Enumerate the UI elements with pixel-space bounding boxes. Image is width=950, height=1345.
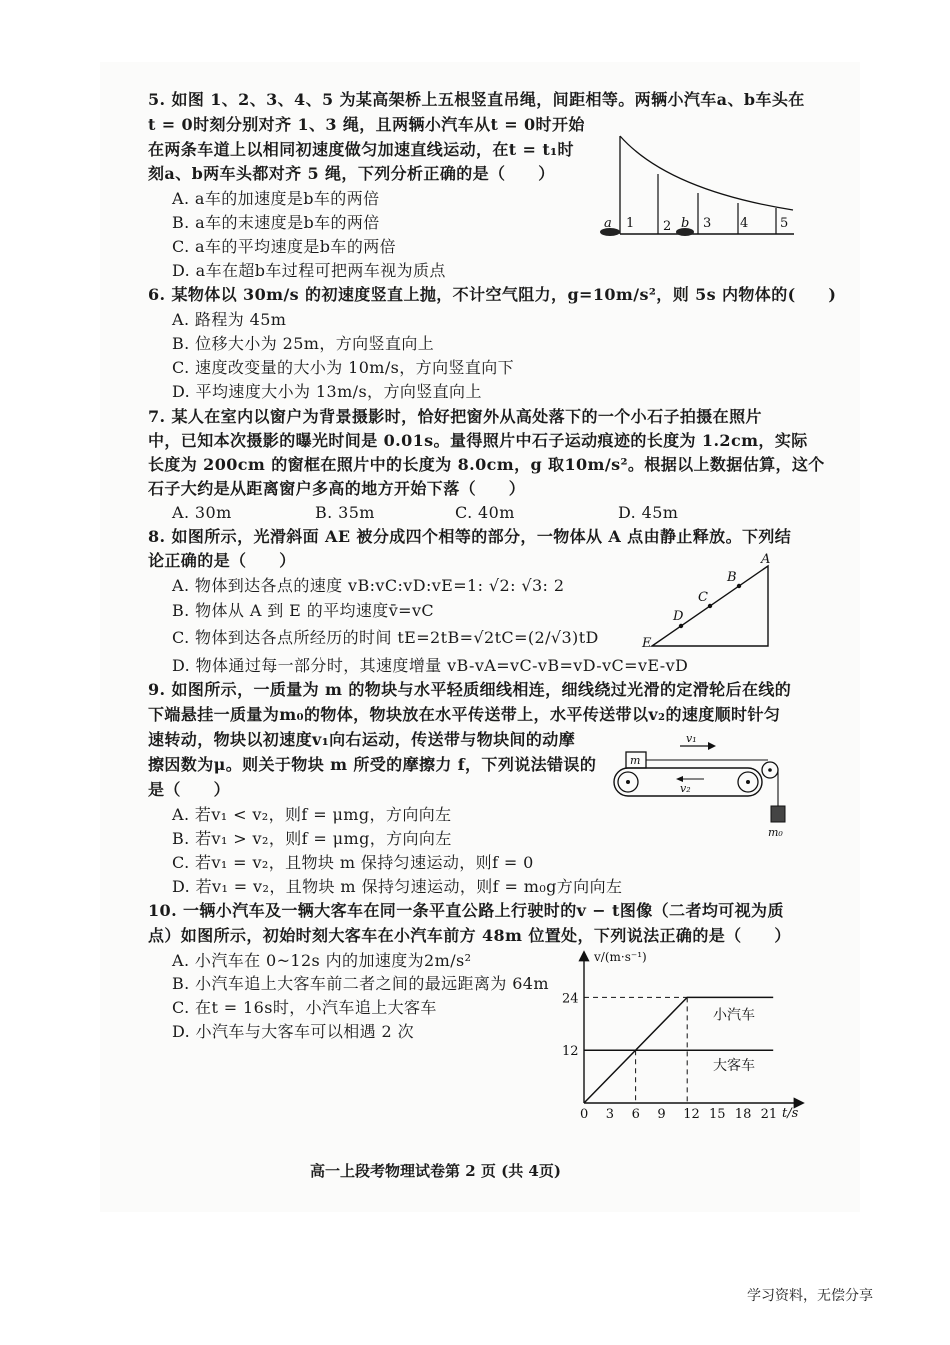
series-label-bus: 大客车 — [713, 1058, 755, 1075]
share-note: 学习资料，无偿分享 — [747, 1288, 873, 1304]
q5-line-1: 5. 如图 1、2、3、4、5 为某高架桥上五根竖直吊绳，间距相等。两辆小汽车a、b车头在 — [148, 90, 805, 109]
q10-option-a: A. 小汽车在 0~12s 内的加速度为2m/s² — [172, 951, 472, 970]
q8-line-1: 8. 如图所示，光滑斜面 AE 被分成四个相等的部分，一物体从 A 点由静止释放。下列结 — [148, 527, 792, 546]
q5-label-3: 3 — [703, 216, 712, 231]
q10-line-1: 10. 一辆小汽车及一辆大客车在同一条平直公路上行驶时的v − t图像（二者均可视为质 — [148, 901, 784, 920]
q5-line-4: 刻a、b两车头都对齐 5 绳，下列分析正确的是（ ） — [148, 164, 555, 183]
series-label-car: 小汽车 — [713, 1007, 755, 1024]
x-tick-label-0: 0 — [580, 1107, 589, 1122]
q9-option-d: D. 若v₁ = v₂，且物块 m 保持匀速运动，则f = m₀g方向向左 — [172, 877, 623, 896]
q7-line-3: 长度为 200cm 的窗框在照片中的长度为 8.0cm，g 取10m/s²。根据以上数据估算，这个 — [148, 455, 825, 474]
q9-line-5: 是（ ） — [148, 780, 231, 799]
y-tick-label-12: 12 — [562, 1044, 579, 1060]
q8-label-e: E — [642, 636, 652, 650]
q9-option-c: C. 若v₁ = v₂，且物块 m 保持匀速运动，则f = 0 — [172, 853, 534, 872]
q8-option-d: D. 物体通过每一部分时，其速度增量 vB-vA=vC-vB=vD-vC=vE-vD — [172, 656, 689, 675]
q5-label-b: b — [681, 216, 690, 231]
q5-option-c: C. a车的平均速度是b车的两倍 — [172, 237, 397, 256]
q6-option-d: D. 平均速度大小为 13m/s，方向竖直向上 — [172, 382, 482, 401]
q10-option-d: D. 小汽车与大客车可以相遇 2 次 — [172, 1022, 414, 1041]
x-tick-label-21: 21 — [760, 1107, 778, 1122]
q5-option-a: A. a车的加速度是b车的两倍 — [172, 189, 380, 208]
q7-option-c: C. 40m — [455, 503, 515, 522]
q9-option-b: B. 若v₁ > v₂，则f = μmg，方向向左 — [172, 829, 452, 848]
q8-line-2: 论正确的是（ ） — [148, 551, 296, 570]
q8-label-a: A — [761, 552, 771, 567]
q6-option-c: C. 速度改变量的大小为 10m/s，方向竖直向下 — [172, 358, 515, 377]
q10-vt-chart — [550, 945, 810, 1134]
y-axis-label: v/(m·s⁻¹) — [594, 950, 647, 964]
q9-label-m0: m₀ — [768, 826, 783, 839]
q5-line-3: 在两条车道上以相同初速度做匀加速直线运动，在t = t₁时 — [148, 140, 574, 159]
q7-option-b: B. 35m — [315, 503, 375, 522]
q9-line-3: 速转动，物块以初速度v₁向右运动，传送带与物块间的动摩 — [148, 730, 576, 749]
q9-conveyor-figure — [608, 732, 808, 851]
q9-line-1: 9. 如图所示，一质量为 m 的物块与水平轻质细线相连，细线绕过光滑的定滑轮后在线的 — [148, 680, 792, 699]
q7-option-d: D. 45m — [618, 503, 679, 522]
q9-label-v2: v₂ — [680, 782, 691, 795]
page-footer: 高一上段考物理试卷第 2 页 (共 4页) — [310, 1162, 561, 1180]
x-axis-label: t/s — [782, 1106, 799, 1121]
q9-line-2: 下端悬挂一质量为m₀的物体，物块放在水平传送带上，水平传送带以v₂的速度顺时针匀 — [148, 705, 781, 724]
q6-option-a: A. 路程为 45m — [172, 310, 287, 329]
x-tick-label-3: 3 — [605, 1107, 615, 1122]
q7-line-2: 中，已知本次摄影的曝光时间是 0.01s。量得照片中石子运动痕迹的长度为 1.2cm，实际 — [148, 431, 808, 450]
q7-line-1: 7. 某人在室内以窗户为背景摄影时，恰好把窗外从高处落下的一个小石子拍摄在照片 — [148, 407, 762, 426]
x-tick-label-18: 18 — [734, 1107, 752, 1122]
q5-bridge-figure — [598, 130, 798, 246]
q8-option-c: C. 物体到达各点所经历的时间 tE=2tB=√2tC=(2/√3)tD — [172, 628, 599, 647]
q8-option-a: A. 物体到达各点的速度 vB:vC:vD:vE=1: √2: √3: 2 — [172, 576, 565, 595]
x-tick-label-9: 9 — [657, 1107, 666, 1122]
q5-label-a: a — [604, 216, 612, 231]
q8-label-c: C — [698, 590, 708, 605]
q6-option-b: B. 位移大小为 25m，方向竖直向上 — [172, 334, 435, 353]
q9-option-a: A. 若v₁ < v₂，则f = μmg，方向向左 — [172, 805, 452, 824]
q7-line-4: 石子大约是从距离窗户多高的地方开始下落（ ） — [148, 479, 526, 498]
q9-line-4: 擦因数为μ。则关于物块 m 所受的摩擦力 f，下列说法错误的 — [148, 755, 597, 774]
q10-line-2: 点）如图所示，初始时刻大客车在小汽车前方 48m 位置处，下列说法正确的是（ ） — [148, 926, 791, 945]
q8-incline-figure — [640, 550, 780, 654]
x-tick-label-6: 6 — [631, 1107, 640, 1122]
q5-label-4: 4 — [740, 216, 749, 231]
q5-line-2: t = 0时刻分别对齐 1、3 绳，且两辆小汽车从t = 0时开始 — [148, 115, 585, 134]
q5-option-d: D. a车在超b车过程可把两车视为质点 — [172, 261, 446, 280]
q8-option-b: B. 物体从 A 到 E 的平均速度v̄=vC — [172, 601, 435, 620]
q9-label-v1: v₁ — [686, 732, 697, 745]
q5-label-2: 2 — [663, 219, 672, 234]
q8-label-d: D — [673, 609, 684, 624]
q6-line-1: 6. 某物体以 30m/s 的初速度竖直上抛，不计空气阻力，g=10m/s²，则 5s 内物体的( ) — [148, 285, 837, 304]
q5-option-b: B. a车的末速度是b车的两倍 — [172, 213, 380, 232]
x-tick-label-12: 12 — [683, 1107, 700, 1122]
q5-label-5: 5 — [780, 216, 789, 231]
q5-label-1: 1 — [626, 216, 635, 231]
x-tick-label-15: 15 — [709, 1107, 726, 1122]
q9-label-m: m — [630, 754, 641, 767]
q8-label-b: B — [727, 570, 737, 585]
q7-option-a: A. 30m — [172, 503, 232, 522]
q10-option-b: B. 小汽车追上大客车前二者之间的最远距离为 64m — [172, 974, 549, 993]
y-tick-label-24: 24 — [562, 991, 579, 1007]
q10-option-c: C. 在t = 16s时，小汽车追上大客车 — [172, 998, 437, 1017]
